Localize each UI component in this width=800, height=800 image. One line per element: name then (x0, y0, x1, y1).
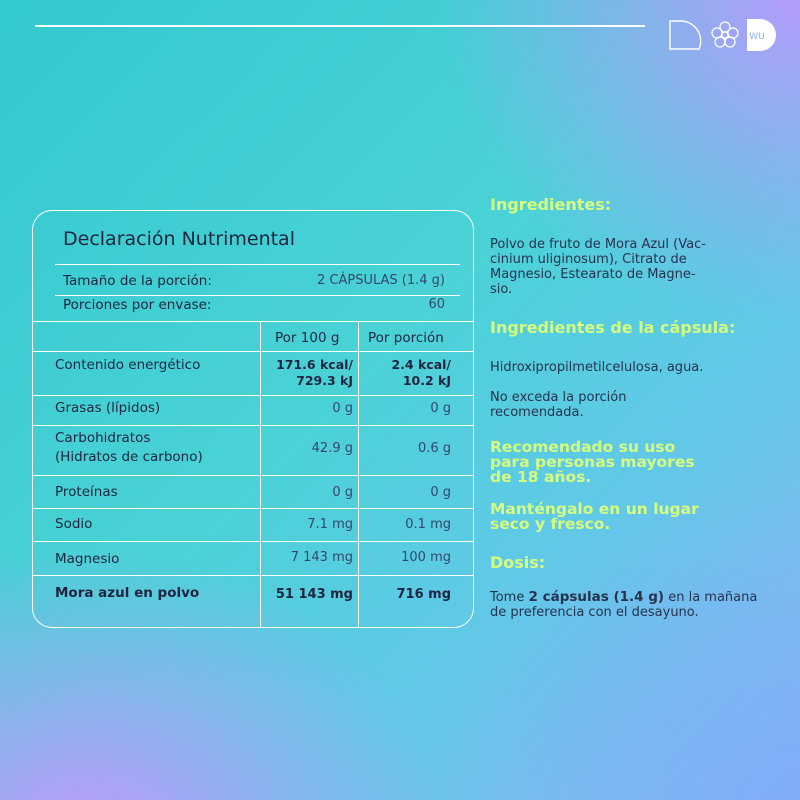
divider (55, 264, 460, 265)
divider (33, 395, 473, 396)
storage-line: seco y fresco. (490, 515, 611, 533)
flower-icon (708, 18, 742, 52)
column-header-per100: Por 100 g (275, 330, 340, 346)
column-divider (358, 321, 359, 627)
sodium-per100: 7.1 mg (307, 517, 353, 532)
carbs-perserving: 0.6 g (417, 441, 451, 456)
row-label-carbs: Carbohidratos (55, 430, 151, 446)
brand-logos (668, 18, 778, 52)
nutrition-title: Declaración Nutrimental (63, 228, 295, 250)
row-label-blueberry: Mora azul en polvo (55, 585, 200, 601)
ingredients-line: cinium uliginosum), Citrato de (490, 252, 687, 267)
storage-line: Manténgalo en un lugar (490, 500, 699, 518)
divider (33, 508, 473, 509)
divider (33, 575, 473, 576)
serving-size-label: Tamaño de la porción: (63, 273, 212, 289)
ingredients-text (490, 237, 780, 297)
carbs-per100: 42.9 g (311, 441, 353, 456)
energy-perserving-kcal: 2.4 kcal/ (391, 357, 451, 372)
row-label-carbs-sub: (Hidratos de carbono) (55, 449, 203, 465)
blueberry-perserving: 716 mg (396, 587, 451, 602)
fats-per100: 0 g (332, 401, 353, 416)
servings-label: Porciones por envase: (63, 297, 212, 313)
row-label-proteins: Proteínas (55, 484, 118, 500)
capsule-heading: Ingredientes de la cápsula: (490, 318, 736, 337)
row-label-magnesium: Magnesio (55, 551, 120, 567)
blueberry-per100: 51 143 mg (275, 587, 353, 602)
row-label-fats: Grasas (lípidos) (55, 400, 161, 416)
row-label-sodium: Sodio (55, 516, 93, 532)
servings-value: 60 (428, 297, 445, 312)
quarter-circle-logo (668, 18, 702, 52)
column-header-perserving: Por porción (368, 330, 444, 346)
warning-line: recomendada. (490, 405, 584, 420)
dosage-warning (490, 390, 780, 420)
wu-d-logo (746, 18, 778, 52)
ingredients-line: Magnesio, Estearato de Magne- (490, 267, 696, 282)
magnesium-perserving: 100 mg (401, 550, 451, 565)
divider (33, 475, 473, 476)
proteins-per100: 0 g (332, 485, 353, 500)
row-label-energy: Contenido energético (55, 357, 201, 373)
recommendation-line: Recomendado su uso (490, 438, 676, 456)
age-recommendation (490, 440, 780, 485)
divider (33, 321, 473, 322)
sodium-perserving: 0.1 mg (405, 517, 451, 532)
dosage-amount: 2 cápsulas (1.4 g) (528, 589, 665, 605)
divider (33, 541, 473, 542)
dosage-line2: de preferencia con el desayuno. (490, 605, 699, 620)
energy-per100-kcal: 171.6 kcal/ (276, 357, 353, 372)
storage-instructions (490, 502, 780, 532)
divider (33, 351, 473, 352)
dosage-heading: Dosis: (490, 553, 546, 572)
serving-size-value: 2 CÁPSULAS (1.4 g) (316, 273, 445, 288)
dosage-suffix: en la mañana (664, 590, 758, 605)
svg-text:WU: WU (749, 32, 765, 42)
nutrition-panel (32, 210, 474, 628)
capsule-text: Hidroxipropilmetilcelulosa, agua. (490, 360, 704, 375)
proteins-perserving: 0 g (430, 485, 451, 500)
ingredients-line: Polvo de fruto de Mora Azul (Vac- (490, 237, 706, 252)
ingredients-heading: Ingredientes: (490, 195, 612, 214)
column-divider (260, 321, 261, 627)
warning-line: No exceda la porción (490, 390, 627, 405)
fats-perserving: 0 g (430, 401, 451, 416)
energy-perserving-kj: 10.2 kJ (402, 373, 451, 388)
recommendation-line: de 18 años. (490, 468, 592, 486)
divider (33, 425, 473, 426)
energy-per100-kj: 729.3 kJ (296, 373, 353, 388)
dosage-text (490, 590, 790, 620)
ingredients-line: sio. (490, 282, 513, 297)
dosage-prefix: Tome (490, 590, 529, 605)
magnesium-per100: 7 143 mg (290, 550, 353, 565)
top-divider (35, 25, 645, 27)
recommendation-line: para personas mayores (490, 453, 695, 471)
